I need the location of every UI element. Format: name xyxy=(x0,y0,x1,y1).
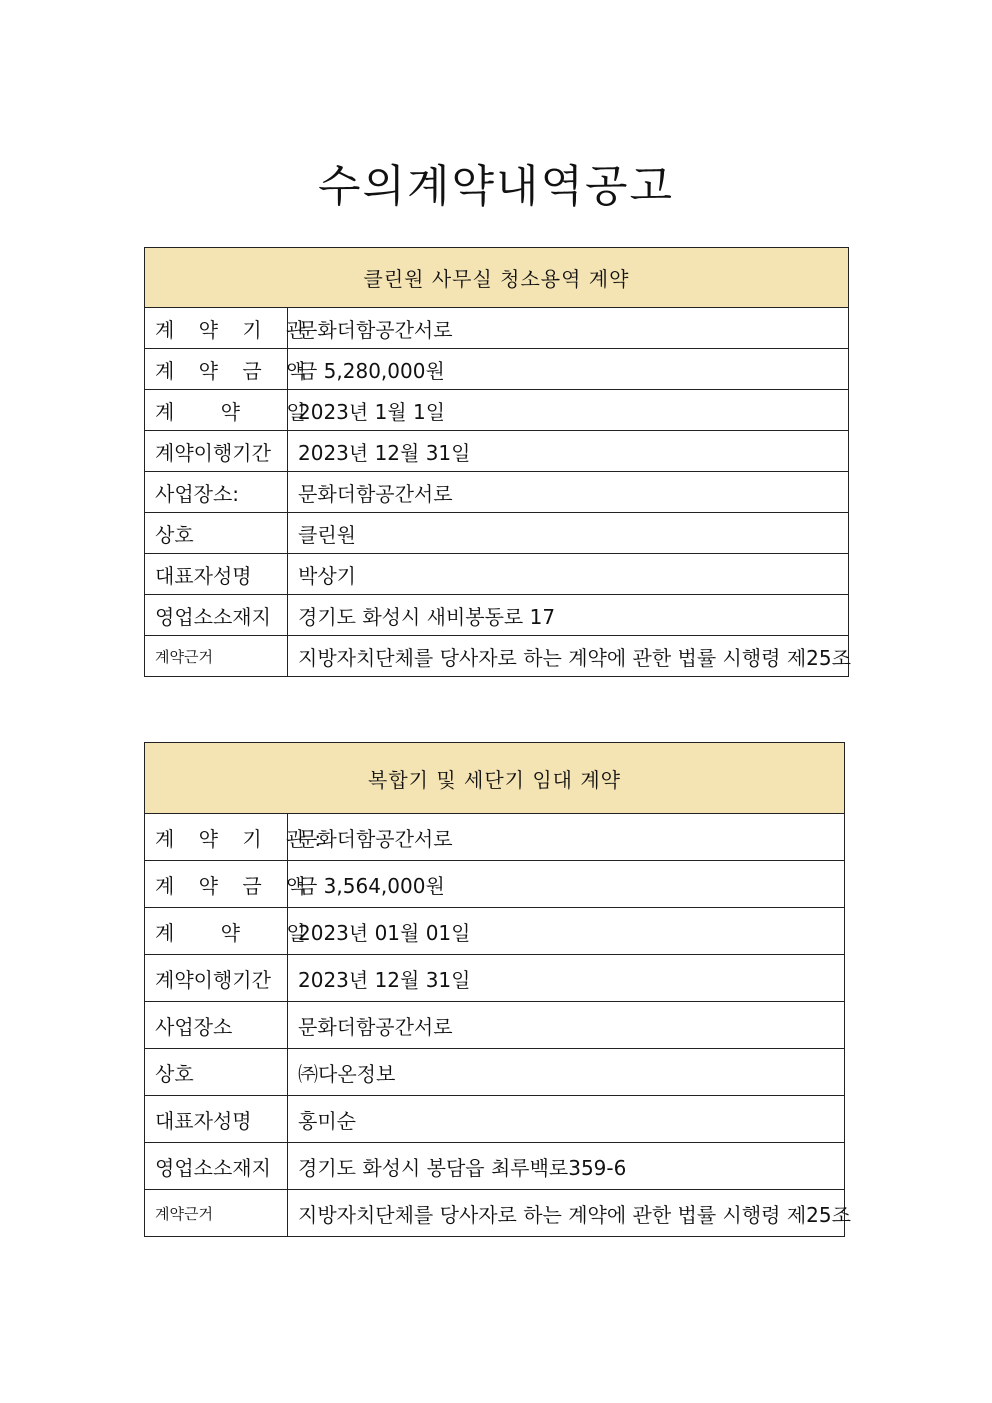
label-contract-amount: 계 약 금 액 xyxy=(145,861,288,908)
value-representative: 박상기 xyxy=(288,554,849,595)
label-company-name: 상호 xyxy=(145,513,288,554)
value-company-name: ㈜다온정보 xyxy=(288,1049,845,1096)
contract-table-cleaning xyxy=(144,247,849,677)
label-business-place: 사업장소 xyxy=(145,1002,288,1049)
value-contract-agency: 문화더함공간서로 xyxy=(288,814,845,861)
label-contract-period: 계약이행기간 xyxy=(145,431,288,472)
value-business-place: 문화더함공간서로 xyxy=(288,1002,845,1049)
value-contract-period: 2023년 12월 31일 xyxy=(288,431,849,472)
value-contract-period: 2023년 12월 31일 xyxy=(288,955,845,1002)
label-contract-date: 계 약 일 xyxy=(145,390,288,431)
value-office-address: 경기도 화성시 봉담읍 최루백로359-6 xyxy=(288,1143,845,1190)
label-contract-period: 계약이행기간 xyxy=(145,955,288,1002)
contract-heading: 복합기 및 세단기 임대 계약 xyxy=(145,743,845,814)
label-contract-agency: 계 약 기 관: xyxy=(145,814,288,861)
label-business-place: 사업장소: xyxy=(145,472,288,513)
value-business-place: 문화더함공간서로 xyxy=(288,472,849,513)
document-title: 수의계약내역공고 xyxy=(317,161,675,212)
value-contract-date: 2023년 01월 01일 xyxy=(288,908,845,955)
value-contract-agency: 문화더함공간서로 xyxy=(288,308,849,349)
label-representative: 대표자성명 xyxy=(145,554,288,595)
label-office-address: 영업소소재지 xyxy=(145,1143,288,1190)
value-office-address: 경기도 화성시 새비봉동로 17 xyxy=(288,595,849,636)
value-representative: 홍미순 xyxy=(288,1096,845,1143)
label-representative: 대표자성명 xyxy=(145,1096,288,1143)
label-contract-basis: 계약근거 xyxy=(145,1190,288,1237)
value-contract-basis: 지방자치단체를 당사자로 하는 계약에 관한 법률 시행령 제25조 xyxy=(288,1190,845,1237)
contract-heading: 클린원 사무실 청소용역 계약 xyxy=(145,248,849,308)
label-office-address: 영업소소재지 xyxy=(145,595,288,636)
label-contract-amount: 계 약 금 액 xyxy=(145,349,288,390)
value-contract-amount: 금 5,280,000원 xyxy=(288,349,849,390)
label-contract-date: 계 약 일 xyxy=(145,908,288,955)
label-company-name: 상호 xyxy=(145,1049,288,1096)
label-contract-basis: 계약근거 xyxy=(145,636,288,677)
value-contract-basis: 지방자치단체를 당사자로 하는 계약에 관한 법률 시행령 제25조 xyxy=(288,636,849,677)
value-contract-date: 2023년 1월 1일 xyxy=(288,390,849,431)
value-company-name: 클린원 xyxy=(288,513,849,554)
value-contract-amount: 금 3,564,000원 xyxy=(288,861,845,908)
contract-table-copier xyxy=(144,742,851,1237)
label-contract-agency: 계 약 기 관 xyxy=(145,308,288,349)
